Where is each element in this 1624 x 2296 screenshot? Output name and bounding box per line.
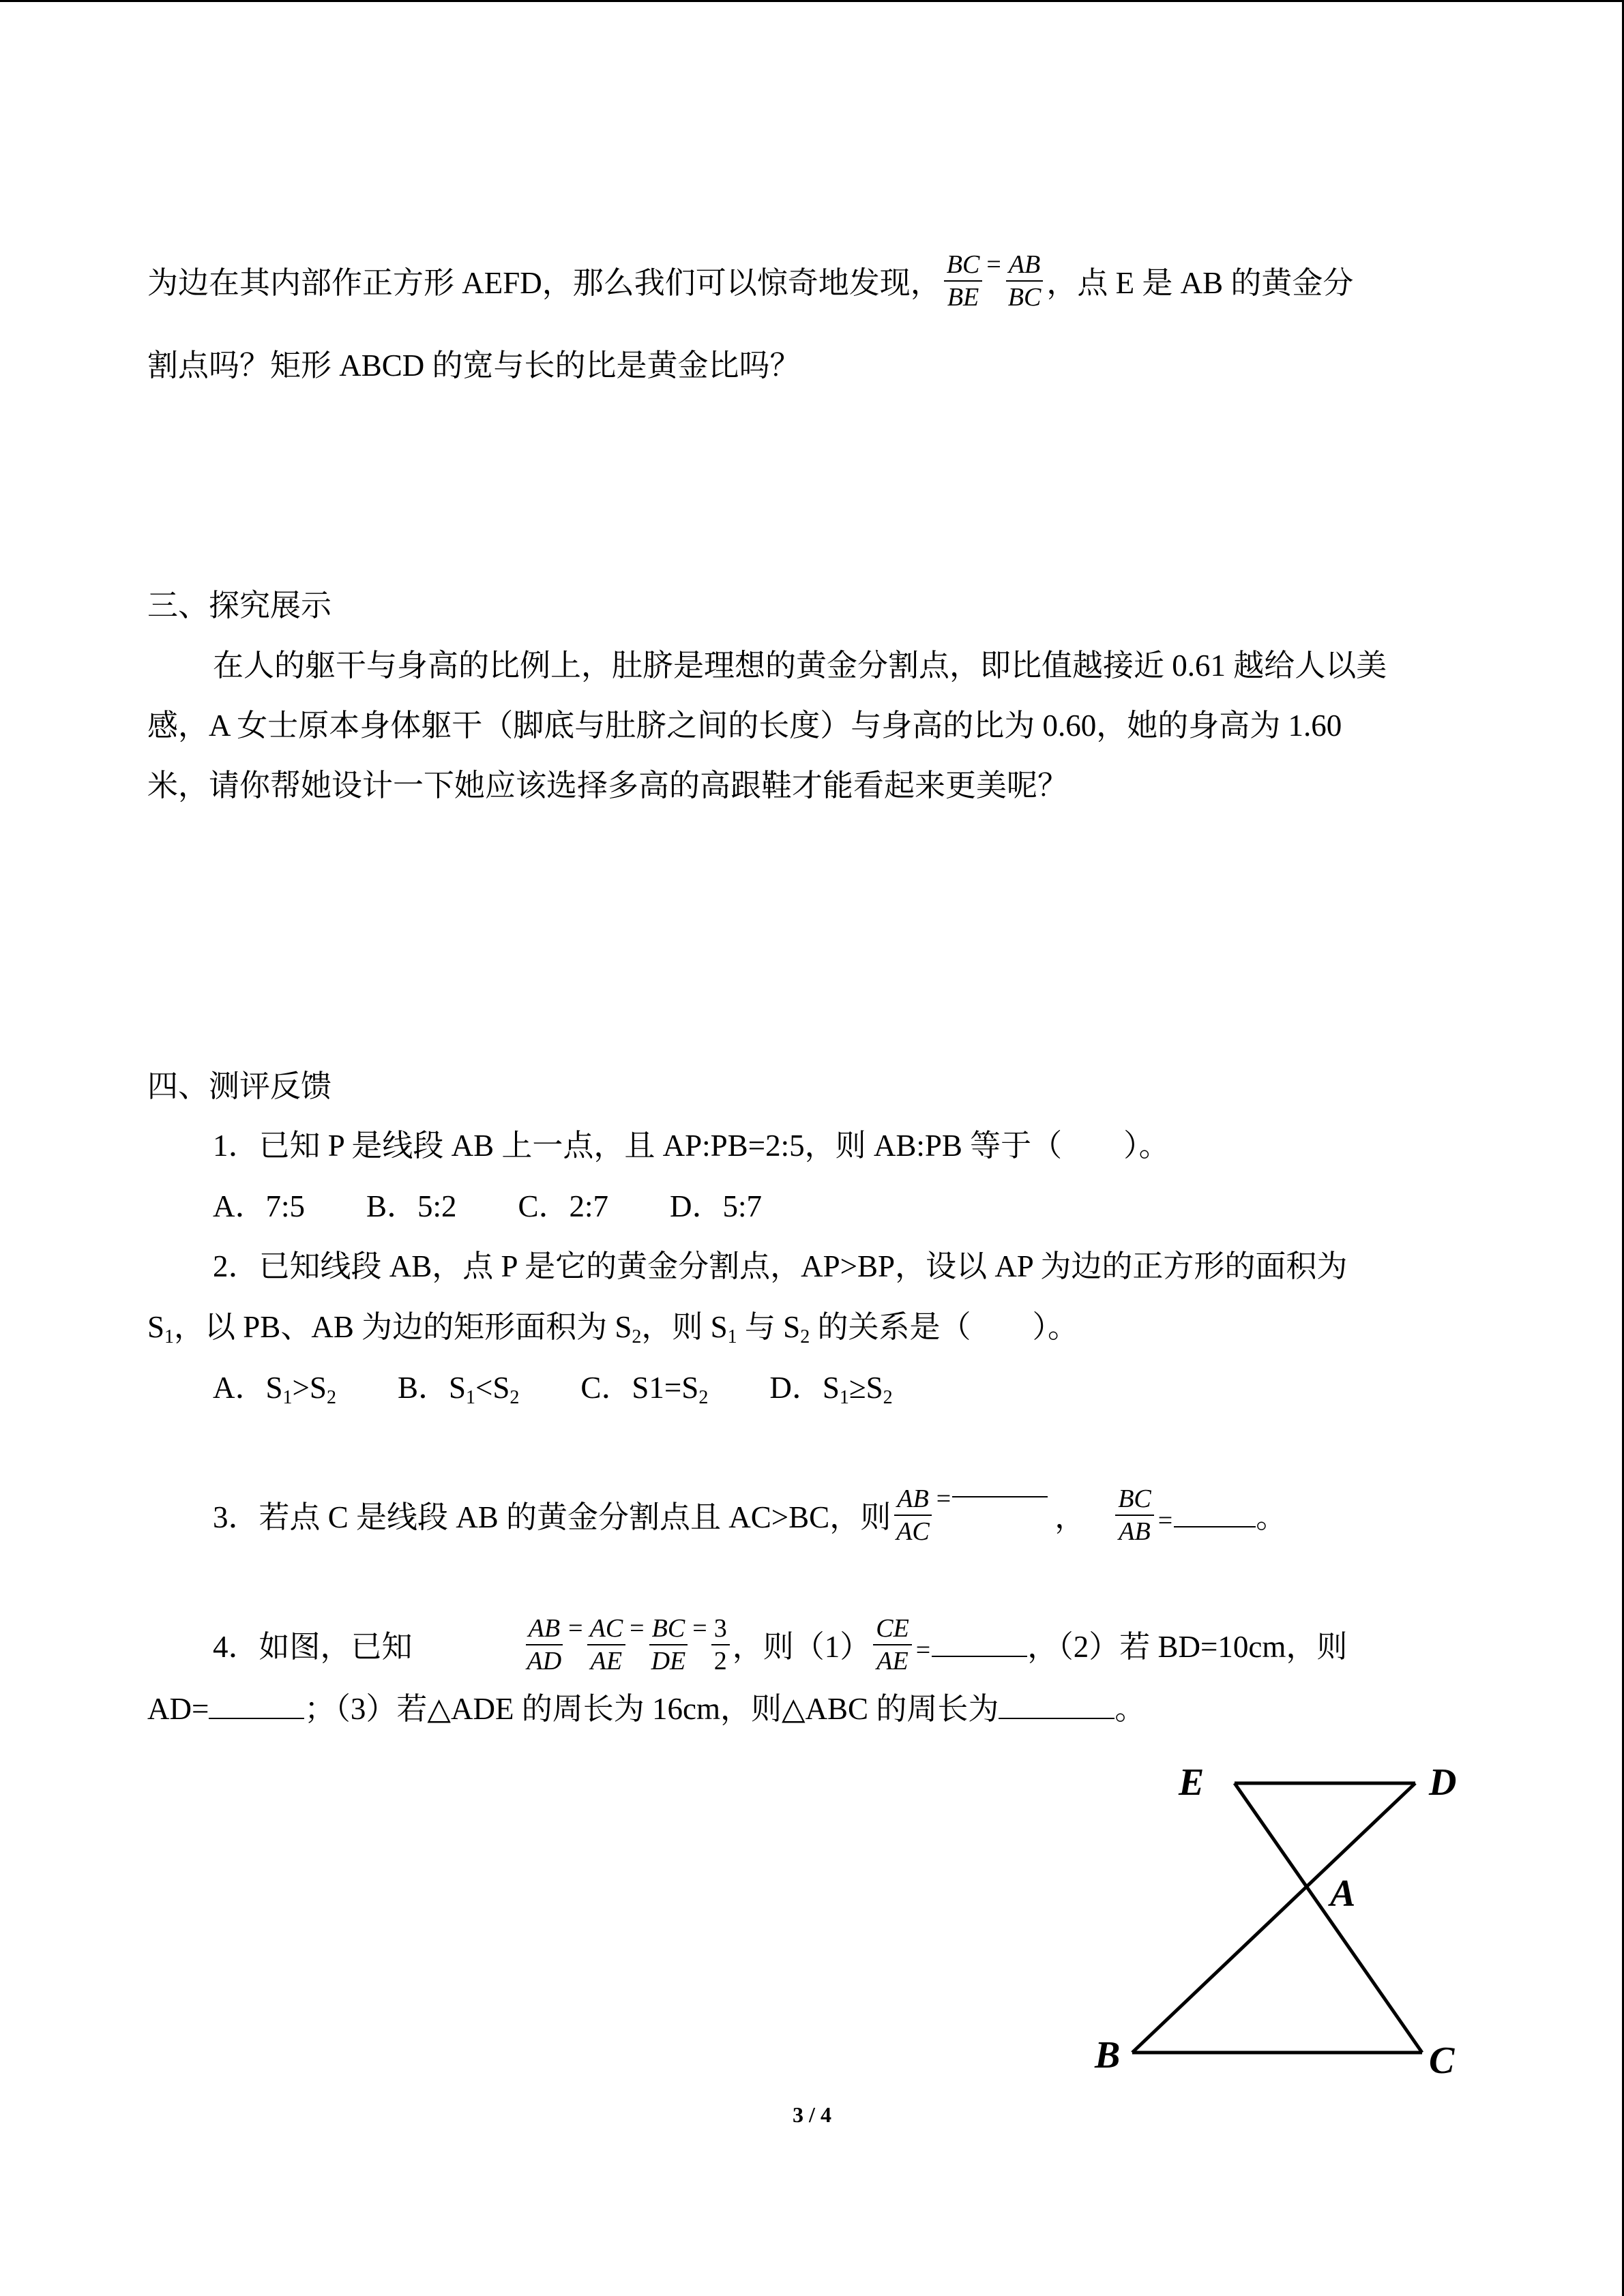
answer-blank[interactable] [1174, 1526, 1256, 1527]
label-c: C [1429, 2040, 1455, 2082]
answer-blank[interactable] [952, 1496, 1048, 1497]
question-2-line2: $S_1$，以 PB、AB 为边的矩形面积为 $S_2$，则 $S_1$ 与 $S_2$ 的关系是（ ）。 [147, 1310, 1078, 1347]
section4-heading: 四、测评反馈 [147, 1069, 332, 1103]
text: 为边在其内部作正方形 AEFD，那么我们可以惊奇地发现， [147, 266, 941, 300]
equals-sign: = [986, 250, 1001, 279]
fraction-bc-de: $\frac{BC}{DE}$ [649, 1613, 689, 1677]
figure-lines [1132, 1783, 1422, 2053]
fraction-ce-ae: $\frac{CE}{AE}$ [873, 1613, 912, 1677]
label-e: E [1179, 1761, 1205, 1804]
answer-blank[interactable] [209, 1718, 304, 1719]
fraction-ab-ad: $\frac{AB}{AD}$ [527, 1614, 562, 1675]
answer-blank[interactable] [999, 1718, 1114, 1719]
fraction-ab-ac: $\frac{AB}{AC}$ [894, 1483, 932, 1547]
fraction-ac-ae: $\frac{AC}{AE}$ [587, 1613, 626, 1677]
geometry-figure [1078, 1753, 1487, 2093]
section2-line2: 割点吗？矩形 ABCD 的宽与长的比是黄金比吗？ [147, 348, 801, 383]
answer-blank[interactable] [932, 1656, 1027, 1657]
label-a: A [1330, 1873, 1356, 1915]
question-2-line1: 2．已知线段 AB，点 P 是它的黄金分割点，AP>BP，设以 AP 为边的正方形的面积为 [213, 1249, 1348, 1283]
segment-ec [1235, 1783, 1422, 2053]
fraction-bc-be: $\frac{BC}{BE}$ [944, 249, 983, 313]
fraction-ab-bc: $\frac{AB}{BC}$ [1005, 249, 1044, 313]
text: ，点 E 是 AB 的黄金分 [1046, 266, 1354, 300]
section2-line1 [147, 245, 1353, 313]
question-4: 4．如图，已知 $\frac{AB}{AD}$ = $\frac{AC}{AE}$ = $\frac{BC}{DE}$ = $\frac{3}{2}$ ，则（1） $\frac{CE}{AE}$ = ，（2）若 BD=10cm，则 [213, 1614, 1348, 1675]
section3-p1: 在人的躯干与身高的比例上，肚脐是理想的黄金分割点，即比值越接近 0.61 越给人以美 [213, 648, 1387, 683]
question-1-options: A．7:5 B．5:2 C．2:7 D．5:7 [213, 1189, 763, 1223]
page-border-top [0, 0, 1624, 2]
question-3: 3．若点 C 是线段 AB 的黄金分割点且 AC>BC，则 $\frac{AB}{AC}$ =， $\frac{BC}{AB}$ = 。 [213, 1485, 1287, 1546]
section3-p3: 米，请你帮她设计一下她应该选择多高的高跟鞋才能看起来更美呢？ [147, 769, 1069, 803]
label-b: B [1095, 2034, 1121, 2076]
section3-heading: 三、探究展示 [147, 588, 332, 623]
question-1: 1．已知 P 是线段 AB 上一点，且 AP:PB=2:5，则 AB:PB 等于（ ）。 [213, 1129, 1170, 1163]
segment-db [1132, 1783, 1415, 2053]
label-d: D [1429, 1761, 1457, 1804]
section3-p2: 感，A 女士原本身体躯干（脚底与肚脐之间的长度）与身高的比为 0.60，她的身高为 1.60 [147, 709, 1342, 743]
fraction-3-2: $\frac{3}{2}$ [711, 1613, 730, 1677]
page-number: 3 / 4 [793, 2102, 831, 2127]
question-4-line2: AD= ；（3）若△ADE 的周长为 16cm，则△ABC 的周长为 。 [147, 1692, 1146, 1726]
question-2-options: A．$S_1>S_2$ B．$S_1<S_2$ C．$S1=S_2$ D．$S_1\ge S_2$ [213, 1371, 893, 1408]
fraction-bc-ab: $\frac{BC}{AB}$ [1115, 1483, 1154, 1547]
